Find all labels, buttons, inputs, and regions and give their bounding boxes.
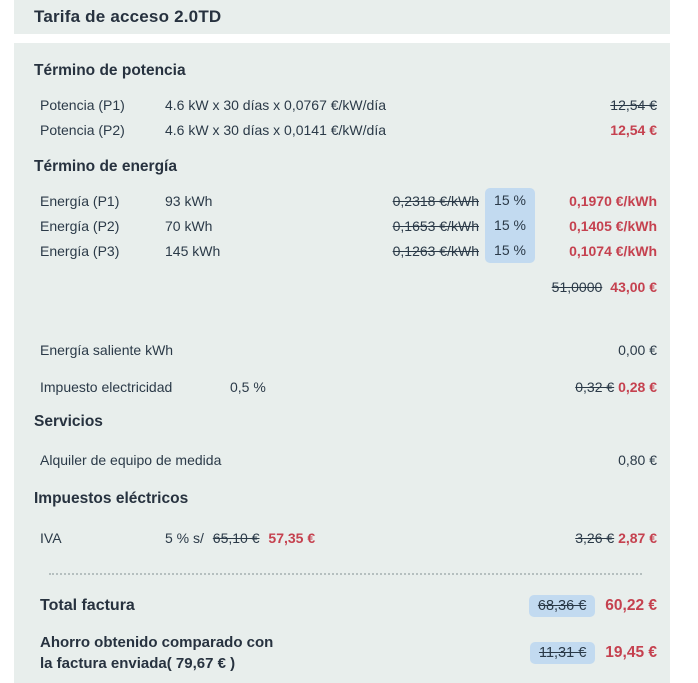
table-row-impuesto-electricidad — [34, 374, 657, 399]
savings-label-line2: la factura enviada( 79,67 € ) — [40, 655, 236, 672]
row-quantity: 70 kWh — [165, 217, 213, 234]
old-amount: 0,32 € — [575, 378, 615, 395]
section-heading-impuestos: Impuestos eléctricos — [34, 490, 189, 507]
savings-label-line1: Ahorro obtenido comparado con — [40, 634, 274, 651]
row-label: Energía (P1) — [40, 192, 120, 209]
invoice-detail-card — [14, 43, 670, 683]
table-row-energia-p2 — [34, 213, 657, 238]
ahorro-row — [34, 632, 657, 674]
total-factura-row — [34, 595, 657, 617]
discount-badge[interactable]: 15 % — [485, 188, 535, 213]
new-amount: 0,28 € — [618, 378, 657, 395]
total-label: Total factura — [40, 597, 135, 614]
savings-new-amount: 19,45 € — [605, 644, 657, 661]
tax-rate: 0,5 % — [230, 378, 266, 395]
table-row-potencia-p1 — [34, 92, 657, 117]
row-label: Energía (P2) — [40, 217, 120, 234]
row-label: Energía saliente kWh — [40, 341, 174, 358]
total-new-amount: 60,22 € — [605, 597, 657, 614]
savings-values — [530, 642, 657, 664]
row-formula: 4.6 kW x 30 días x 0,0767 €/kW/día — [165, 96, 386, 113]
row-amount: 0,00 € — [618, 341, 657, 358]
energia-rows — [34, 188, 657, 263]
table-row-iva — [34, 525, 657, 550]
row-quantity: 93 kWh — [165, 192, 213, 209]
title-card — [14, 0, 670, 34]
table-row-potencia-p2 — [34, 117, 657, 142]
new-amount: 12,54 € — [610, 121, 657, 138]
old-unit-price: 0,2318 €/kWh — [392, 192, 479, 209]
new-amount: 2,87 € — [618, 529, 657, 546]
row-formula: 4.6 kW x 30 días x 0,0141 €/kW/día — [165, 121, 386, 138]
new-unit-price: 0,1405 €/kWh — [569, 217, 657, 234]
row-label: IVA — [40, 529, 62, 546]
potencia-rows — [34, 92, 657, 142]
row-amount: 0,80 € — [618, 451, 657, 468]
row-label: Potencia (P2) — [40, 121, 125, 138]
savings-label — [40, 632, 273, 674]
row-label: Alquiler de equipo de medida — [40, 451, 222, 468]
old-amount: 12,54 € — [610, 96, 657, 113]
table-row-energia-p1 — [34, 188, 657, 213]
table-row-alquiler — [34, 447, 657, 472]
totals-block — [34, 595, 657, 674]
savings-old-pill[interactable]: 11,31 € — [530, 642, 595, 664]
subtotal-new: 43,00 € — [610, 279, 657, 295]
section-heading-potencia: Término de potencia — [34, 62, 186, 79]
row-amounts — [575, 530, 657, 546]
energia-subtotal-row — [34, 279, 657, 295]
page-title: Tarifa de acceso 2.0TD — [34, 7, 222, 26]
discount-badge[interactable]: 15 % — [485, 213, 535, 238]
total-old-pill[interactable]: 68,36 € — [529, 595, 595, 617]
old-unit-price: 0,1653 €/kWh — [392, 217, 479, 234]
row-label: Potencia (P1) — [40, 96, 125, 113]
dotted-divider — [49, 573, 642, 575]
discount-badge[interactable]: 15 % — [485, 238, 535, 263]
total-values — [529, 595, 657, 617]
row-label: Impuesto electricidad — [40, 378, 173, 395]
row-label: Energía (P3) — [40, 242, 120, 259]
subtotal-old: 51,0000 — [551, 279, 603, 295]
table-row-energia-saliente — [34, 337, 657, 362]
table-row-energia-p3 — [34, 238, 657, 263]
new-unit-price: 0,1970 €/kWh — [569, 192, 657, 209]
section-heading-servicios: Servicios — [34, 413, 103, 430]
iva-base-new: 57,35 € — [268, 529, 316, 546]
iva-rate-prefix: 5 % s/ — [165, 529, 204, 546]
iva-base-detail — [165, 530, 575, 546]
old-unit-price: 0,1263 €/kWh — [392, 242, 479, 259]
row-amounts — [575, 379, 657, 395]
iva-base-old: 65,10 € — [212, 529, 260, 546]
new-unit-price: 0,1074 €/kWh — [569, 242, 657, 259]
old-amount: 3,26 € — [575, 529, 615, 546]
section-heading-energia: Término de energía — [34, 158, 177, 175]
row-quantity: 145 kWh — [165, 242, 221, 259]
